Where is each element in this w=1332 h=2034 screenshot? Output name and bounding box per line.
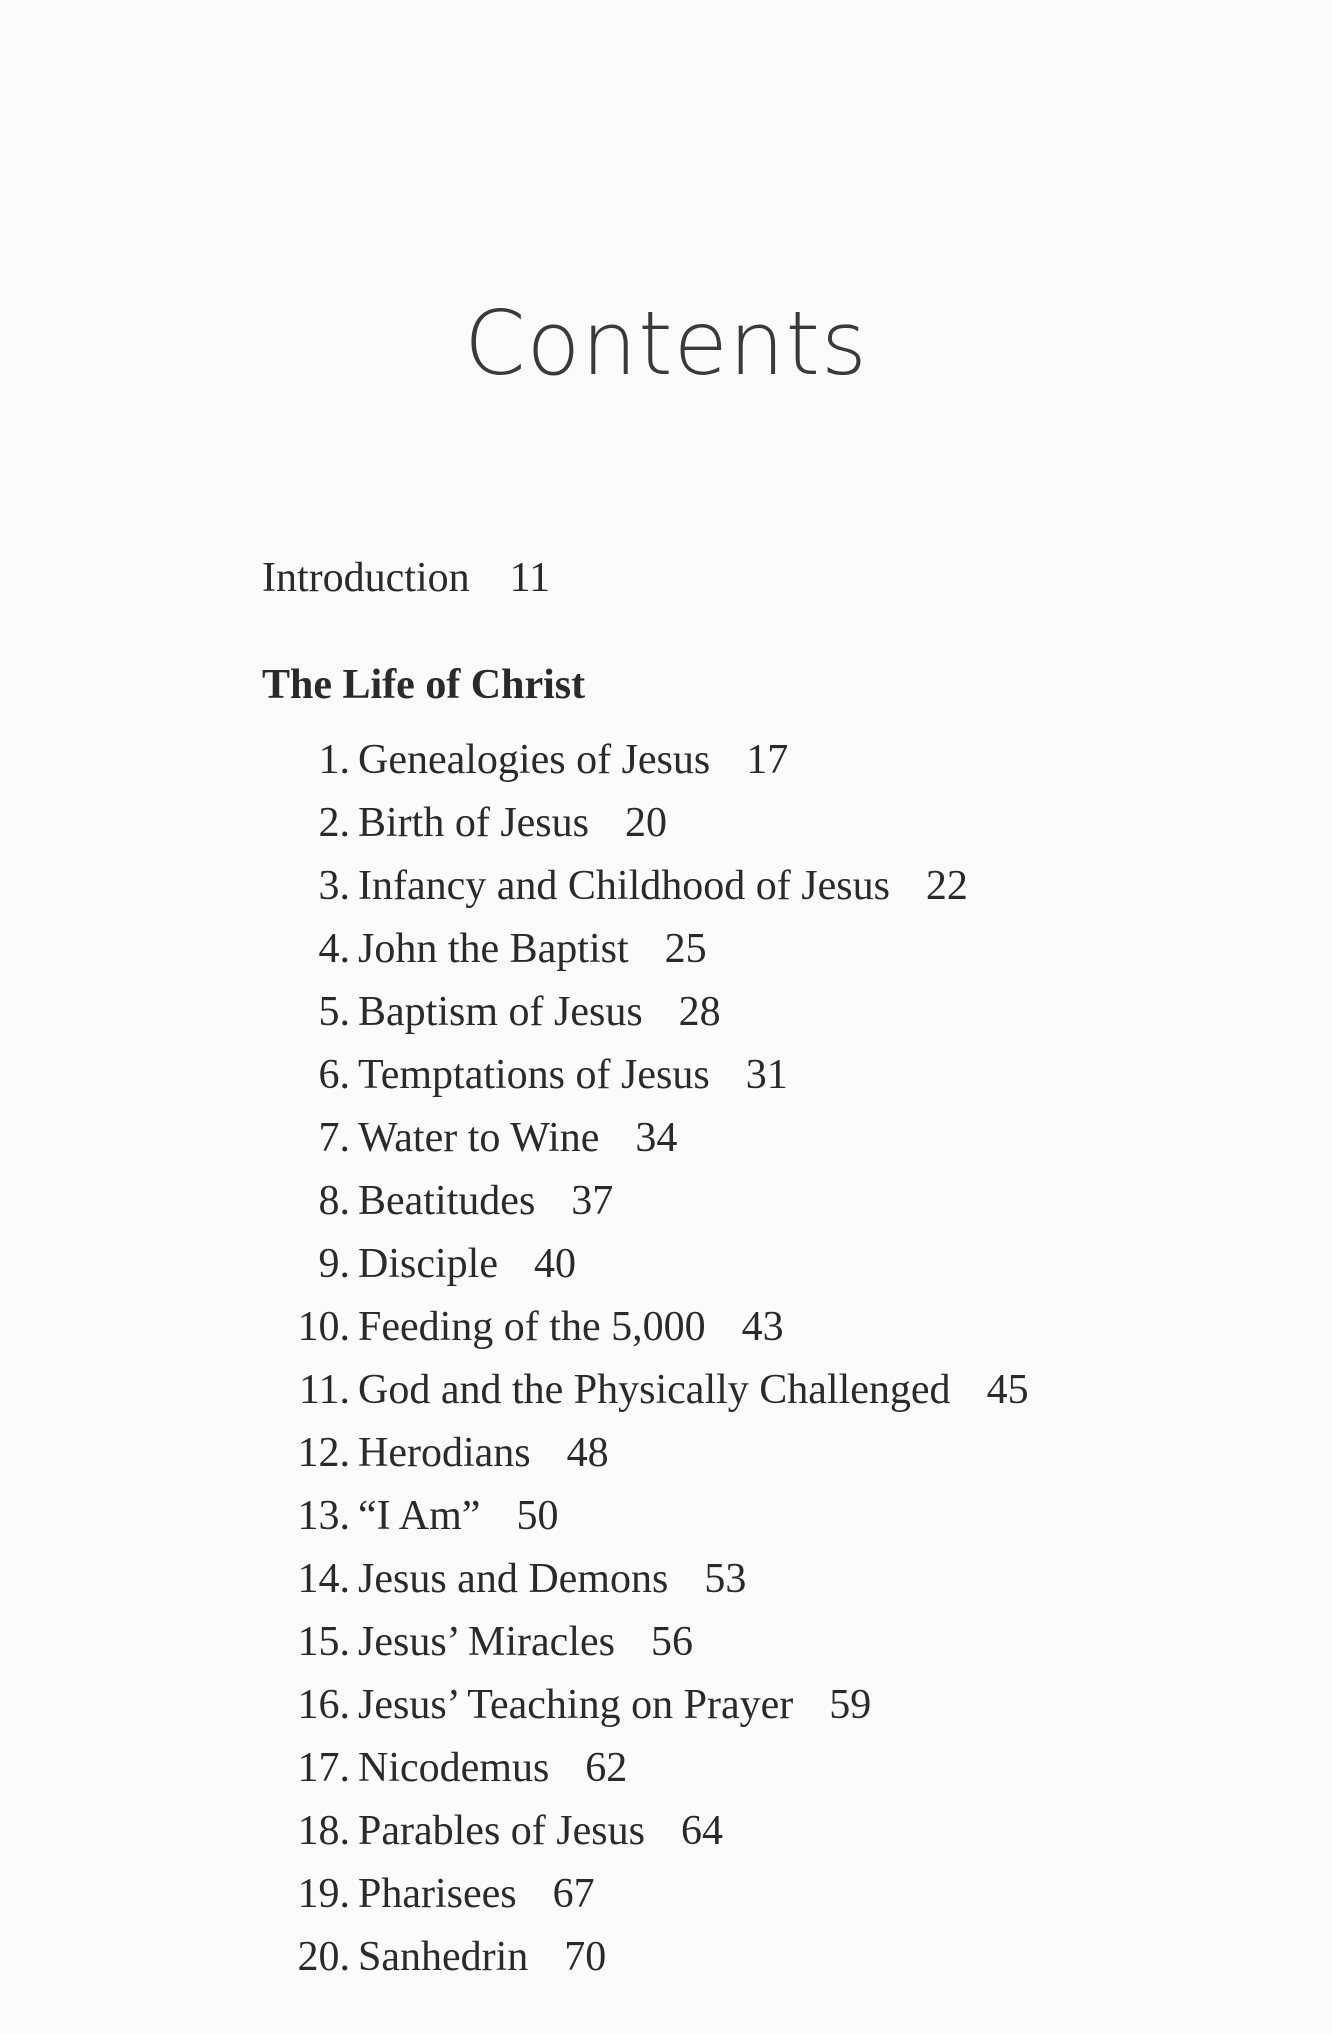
toc-entry-page: 20 (625, 800, 667, 846)
toc-entry[interactable] (262, 1485, 1029, 1548)
toc-entry[interactable] (262, 729, 1029, 792)
toc-entry-title: Genealogies of Jesus (358, 737, 711, 783)
toc-entry-number: 18. (297, 1808, 350, 1854)
toc-entry-number: 8. (318, 1178, 350, 1224)
toc-entry-number: 14. (297, 1556, 350, 1602)
toc-entry-title: Feeding of the 5,000 (358, 1304, 706, 1350)
toc-entry[interactable] (262, 1233, 1029, 1296)
toc-entry-page: 17 (746, 737, 789, 783)
toc-entry-number: 20. (297, 1934, 350, 1980)
toc-entry-title: Nicodemus (358, 1745, 550, 1791)
toc-entry[interactable] (262, 1107, 1029, 1170)
toc-entry-number: 19. (297, 1871, 350, 1917)
toc-entry-number: 3. (318, 863, 350, 909)
toc-entry-number: 2. (318, 800, 350, 846)
toc-entry-title: God and the Physically Challenged (358, 1367, 951, 1413)
toc-entry-page: 31 (745, 1052, 788, 1098)
toc-entry-title: Sanhedrin (358, 1934, 529, 1980)
toc-entry-number: 9. (318, 1241, 350, 1287)
toc-list (262, 729, 1029, 1989)
toc-entry-title: Jesus’ Teaching on Prayer (358, 1682, 794, 1728)
toc-entry-page: 40 (533, 1241, 576, 1287)
toc-entry-title: Introduction (262, 555, 470, 601)
toc-entry[interactable] (262, 918, 1029, 981)
toc-entry-title: Jesus and Demons (358, 1556, 669, 1602)
toc-entry-page: 62 (585, 1745, 628, 1791)
toc-entry-page: 25 (664, 926, 707, 972)
toc-entry[interactable] (262, 1926, 1029, 1989)
toc-entry[interactable] (262, 1296, 1029, 1359)
toc-entry-number: 7. (318, 1115, 350, 1161)
toc-entry-page: 67 (552, 1871, 595, 1917)
toc-entry-title: Baptism of Jesus (358, 989, 643, 1035)
toc-entry-title: Parables of Jesus (358, 1808, 645, 1854)
toc-entry-number: 12. (297, 1430, 350, 1476)
toc-entry-page: 56 (650, 1619, 693, 1665)
toc-entry[interactable] (262, 1422, 1029, 1485)
toc-entry-page: 59 (829, 1682, 872, 1728)
toc-entry-page: 34 (635, 1115, 678, 1161)
toc-entry[interactable] (262, 1548, 1029, 1611)
toc-entry-page: 50 (516, 1493, 559, 1539)
toc-entry-number: 11. (299, 1367, 350, 1413)
toc-entry-page: 45 (986, 1367, 1029, 1413)
toc-entry[interactable] (262, 1359, 1029, 1422)
toc-entry-number: 17. (297, 1745, 350, 1791)
toc-entry-page: 22 (925, 863, 968, 909)
toc-entry-title: Birth of Jesus (358, 800, 589, 846)
toc-entry-number: 13. (297, 1493, 350, 1539)
toc-entry[interactable] (262, 1611, 1029, 1674)
toc-entry-number: 5. (318, 989, 350, 1035)
toc-entry[interactable] (262, 981, 1029, 1044)
toc-entry-number: 16. (297, 1682, 350, 1728)
toc-entry-introduction[interactable] (262, 548, 550, 608)
toc-entry[interactable] (262, 792, 1029, 855)
toc-entry[interactable] (262, 1737, 1029, 1800)
toc-entry[interactable] (262, 1170, 1029, 1233)
toc-entry-page: 28 (678, 989, 721, 1035)
page-title: Contents (464, 292, 868, 395)
toc-entry-title: Temptations of Jesus (358, 1052, 710, 1098)
toc-entry-number: 1. (318, 737, 350, 783)
toc-entry-title: “I Am” (358, 1493, 481, 1539)
toc-entry-number: 6. (318, 1052, 350, 1098)
toc-entry[interactable] (262, 1674, 1029, 1737)
toc-entry-page: 64 (680, 1808, 723, 1854)
toc-entry-number: 10. (297, 1304, 350, 1350)
toc-entry-page: 53 (704, 1556, 747, 1602)
toc-entry-title: Beatitudes (358, 1178, 536, 1224)
toc-entry-page: 43 (741, 1304, 784, 1350)
toc-entry[interactable] (262, 1044, 1029, 1107)
toc-entry-title: Water to Wine (358, 1115, 600, 1161)
toc-entry-number: 15. (297, 1619, 350, 1665)
toc-entry[interactable] (262, 1800, 1029, 1863)
toc-entry-title: Disciple (358, 1241, 498, 1287)
section-heading: The Life of Christ (262, 662, 586, 708)
toc-entry-title: Herodians (358, 1430, 531, 1476)
toc-entry-page: 70 (564, 1934, 607, 1980)
toc-entry-title: Jesus’ Miracles (358, 1619, 615, 1665)
toc-entry[interactable] (262, 855, 1029, 918)
toc-entry-number: 4. (318, 926, 350, 972)
toc-entry-page: 37 (571, 1178, 614, 1224)
toc-entry-page: 48 (566, 1430, 609, 1476)
toc-entry-page: 11 (509, 555, 551, 601)
toc-entry-title: John the Baptist (358, 926, 629, 972)
toc-entry-title: Pharisees (358, 1871, 517, 1917)
toc-entry-title: Infancy and Childhood of Jesus (358, 863, 890, 909)
toc-entry[interactable] (262, 1863, 1029, 1926)
